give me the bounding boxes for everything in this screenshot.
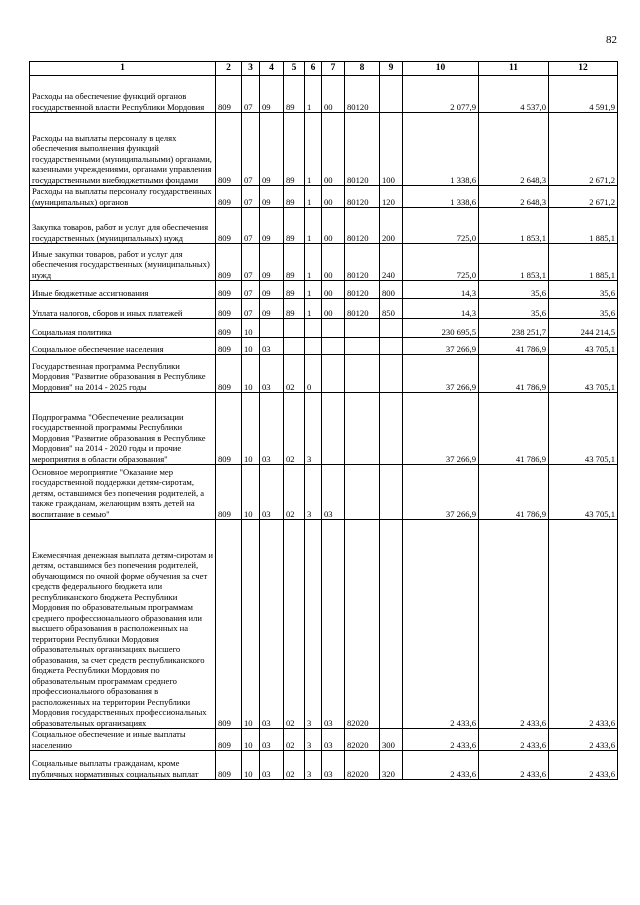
table-row [30,244,618,281]
activity-code: 00 [322,186,345,208]
row-name: Иные бюджетные ассигнования [30,281,216,299]
amount-year-2: 41 786,9 [479,465,549,520]
expense-type-code: 240 [380,244,403,281]
amount-year-1: 1 338,6 [403,186,479,208]
expense-type-code [380,76,403,113]
subsection-code: 09 [260,208,284,244]
section-code: 10 [242,751,260,780]
amount-year-1: 2 077,9 [403,76,479,113]
direction-code: 82020 [345,751,380,780]
expense-type-code: 200 [380,208,403,244]
table-row [30,319,618,338]
direction-code: 80120 [345,299,380,319]
table-row [30,393,618,465]
subprogram-code [305,338,322,355]
amount-year-2: 2 648,3 [479,113,549,186]
amount-year-2: 41 786,9 [479,355,549,393]
row-name: Социальное обеспечение и иные выплаты населению [30,729,216,751]
ministry-code: 809 [216,520,242,729]
direction-code: 82020 [345,729,380,751]
amount-year-1: 37 266,9 [403,338,479,355]
expense-type-code: 300 [380,729,403,751]
row-name: Расходы на выплаты персоналу в целях обеспечения выполнения функций государственными (муниципальными) органами, казенными учреждениями, органами управления государственными внебюджетными фондами [30,113,216,186]
table-row [30,751,618,780]
subprogram-code: 1 [305,208,322,244]
amount-year-3: 1 885,1 [549,208,618,244]
row-name: Подпрограмма "Обеспечение реализации государственной программы Республики Мордовия "Развитие образования в Республике Мордовия" на 2014 - 2020 годы и прочие мероприятия в области образования" [30,393,216,465]
subsection-code: 03 [260,729,284,751]
program-code: 89 [284,244,305,281]
amount-year-1: 2 433,6 [403,729,479,751]
activity-code: 00 [322,113,345,186]
direction-code [345,465,380,520]
header-cell: 2 [216,62,242,76]
table-row [30,76,618,113]
direction-code: 80120 [345,244,380,281]
ministry-code: 809 [216,208,242,244]
subprogram-code: 1 [305,244,322,281]
program-code: 89 [284,281,305,299]
subsection-code: 03 [260,465,284,520]
subsection-code: 09 [260,113,284,186]
page-number: 82 [606,34,617,46]
ministry-code: 809 [216,281,242,299]
section-code: 07 [242,186,260,208]
ministry-code: 809 [216,186,242,208]
amount-year-2: 1 853,1 [479,244,549,281]
activity-code: 00 [322,208,345,244]
section-code: 10 [242,520,260,729]
section-code: 07 [242,76,260,113]
amount-year-1: 37 266,9 [403,393,479,465]
ministry-code: 809 [216,319,242,338]
amount-year-2: 4 537,0 [479,76,549,113]
amount-year-2: 41 786,9 [479,338,549,355]
direction-code [345,393,380,465]
direction-code: 82020 [345,520,380,729]
subsection-code: 03 [260,520,284,729]
activity-code [322,355,345,393]
expense-type-code [380,319,403,338]
section-code: 07 [242,244,260,281]
amount-year-2: 238 251,7 [479,319,549,338]
section-code: 07 [242,299,260,319]
header-cell: 12 [549,62,618,76]
program-code: 89 [284,299,305,319]
subsection-code: 03 [260,338,284,355]
header-row [30,62,618,76]
amount-year-3: 2 671,2 [549,113,618,186]
section-code: 10 [242,319,260,338]
subsection-code: 03 [260,355,284,393]
amount-year-3: 2 433,6 [549,751,618,780]
budget-table [29,61,618,780]
section-code: 07 [242,113,260,186]
amount-year-3: 43 705,1 [549,465,618,520]
amount-year-2: 2 433,6 [479,751,549,780]
header-cell: 5 [284,62,305,76]
program-code: 89 [284,113,305,186]
activity-code: 03 [322,465,345,520]
subsection-code [260,319,284,338]
amount-year-3: 35,6 [549,299,618,319]
section-code: 10 [242,393,260,465]
expense-type-code [380,465,403,520]
subsection-code: 09 [260,299,284,319]
direction-code [345,355,380,393]
section-code: 07 [242,208,260,244]
section-code: 10 [242,465,260,520]
subprogram-code: 3 [305,393,322,465]
subprogram-code: 3 [305,465,322,520]
program-code: 89 [284,76,305,113]
section-code: 10 [242,338,260,355]
header-cell: 8 [345,62,380,76]
table-row [30,338,618,355]
amount-year-3: 2 433,6 [549,520,618,729]
subsection-code: 09 [260,281,284,299]
ministry-code: 809 [216,729,242,751]
amount-year-2: 2 433,6 [479,520,549,729]
header-cell: 1 [30,62,216,76]
amount-year-3: 43 705,1 [549,338,618,355]
expense-type-code [380,338,403,355]
expense-type-code [380,355,403,393]
table-row [30,355,618,393]
program-code: 89 [284,186,305,208]
subprogram-code: 1 [305,186,322,208]
section-code: 10 [242,729,260,751]
expense-type-code: 320 [380,751,403,780]
expense-type-code: 850 [380,299,403,319]
amount-year-2: 2 433,6 [479,729,549,751]
direction-code: 80120 [345,113,380,186]
table-row [30,729,618,751]
direction-code: 80120 [345,281,380,299]
subprogram-code: 3 [305,729,322,751]
program-code: 02 [284,355,305,393]
activity-code: 03 [322,729,345,751]
row-name: Социальная политика [30,319,216,338]
ministry-code: 809 [216,355,242,393]
amount-year-1: 725,0 [403,208,479,244]
activity-code [322,338,345,355]
header-cell: 6 [305,62,322,76]
table-row [30,520,618,729]
subprogram-code: 1 [305,76,322,113]
row-name: Расходы на обеспечение функций органов государственной власти Республики Мордовия [30,76,216,113]
section-code: 10 [242,355,260,393]
table-row [30,281,618,299]
subprogram-code: 1 [305,281,322,299]
subprogram-code: 1 [305,113,322,186]
ministry-code: 809 [216,393,242,465]
row-name: Иные закупки товаров, работ и услуг для обеспечения государственных (муниципальных) нужд [30,244,216,281]
header-cell: 3 [242,62,260,76]
program-code: 02 [284,465,305,520]
amount-year-3: 4 591,9 [549,76,618,113]
amount-year-3: 35,6 [549,281,618,299]
subprogram-code: 1 [305,299,322,319]
row-name: Уплата налогов, сборов и иных платежей [30,299,216,319]
row-name: Государственная программа Республики Мордовия "Развитие образования в Республике Мордовия" на 2014 - 2025 годы [30,355,216,393]
ministry-code: 809 [216,338,242,355]
direction-code: 80120 [345,186,380,208]
table-row [30,208,618,244]
program-code: 02 [284,393,305,465]
row-name: Основное мероприятие "Оказание мер государственной поддержки детям-сиротам, детям, оставшимся без попечения родителей, а также гражданам, желающим взять детей на воспитание в семью" [30,465,216,520]
subprogram-code: 0 [305,355,322,393]
activity-code: 00 [322,244,345,281]
subsection-code: 03 [260,393,284,465]
activity-code [322,319,345,338]
subprogram-code: 3 [305,751,322,780]
amount-year-2: 35,6 [479,299,549,319]
header-cell: 10 [403,62,479,76]
amount-year-1: 230 695,5 [403,319,479,338]
amount-year-3: 1 885,1 [549,244,618,281]
activity-code: 03 [322,751,345,780]
subsection-code: 09 [260,76,284,113]
expense-type-code [380,520,403,729]
row-name: Социальное обеспечение населения [30,338,216,355]
subsection-code: 09 [260,244,284,281]
amount-year-1: 37 266,9 [403,465,479,520]
amount-year-3: 43 705,1 [549,393,618,465]
program-code: 89 [284,208,305,244]
amount-year-1: 2 433,6 [403,520,479,729]
activity-code: 03 [322,520,345,729]
ministry-code: 809 [216,76,242,113]
header-cell: 11 [479,62,549,76]
expense-type-code: 100 [380,113,403,186]
activity-code: 00 [322,76,345,113]
amount-year-1: 725,0 [403,244,479,281]
row-name: Закупка товаров, работ и услуг для обеспечения государственных (муниципальных) нужд [30,208,216,244]
amount-year-3: 43 705,1 [549,355,618,393]
amount-year-1: 14,3 [403,281,479,299]
subsection-code: 03 [260,751,284,780]
amount-year-1: 14,3 [403,299,479,319]
amount-year-3: 2 671,2 [549,186,618,208]
header-cell: 4 [260,62,284,76]
amount-year-2: 41 786,9 [479,393,549,465]
activity-code: 00 [322,281,345,299]
direction-code: 80120 [345,208,380,244]
row-name: Расходы на выплаты персоналу государственных (муниципальных) органов [30,186,216,208]
table-row [30,299,618,319]
table-row [30,113,618,186]
direction-code [345,319,380,338]
direction-code [345,338,380,355]
expense-type-code: 120 [380,186,403,208]
amount-year-3: 244 214,5 [549,319,618,338]
program-code [284,338,305,355]
activity-code: 00 [322,299,345,319]
amount-year-1: 2 433,6 [403,751,479,780]
amount-year-1: 37 266,9 [403,355,479,393]
amount-year-2: 1 853,1 [479,208,549,244]
program-code: 02 [284,520,305,729]
subprogram-code: 3 [305,520,322,729]
ministry-code: 809 [216,244,242,281]
activity-code [322,393,345,465]
section-code: 07 [242,281,260,299]
program-code: 02 [284,729,305,751]
program-code [284,319,305,338]
amount-year-3: 2 433,6 [549,729,618,751]
subprogram-code [305,319,322,338]
expense-type-code: 800 [380,281,403,299]
amount-year-2: 35,6 [479,281,549,299]
ministry-code: 809 [216,299,242,319]
table-row [30,186,618,208]
expense-type-code [380,393,403,465]
header-cell: 9 [380,62,403,76]
ministry-code: 809 [216,465,242,520]
table-row [30,465,618,520]
direction-code: 80120 [345,76,380,113]
amount-year-1: 1 338,6 [403,113,479,186]
row-name: Ежемесячная денежная выплата детям-сиротам и детям, оставшимся без попечения родителей, обучающимся по очной форме обучения за счет средств федерального бюджета или республиканского бюджета Республики Мордовия по образовательным программам среднего профессионального образования или высшего образования в расположенных на территории Республики Мордовия образовательных организациях высшего образования, за счет средств республиканского бюджета Республики Мордовия по образовательным программам среднего профессионального образования в расположенных на территории Республики Мордовия государственных профессиональных образовательных организациях [30,520,216,729]
program-code: 02 [284,751,305,780]
header-cell: 7 [322,62,345,76]
row-name: Социальные выплаты гражданам, кроме публичных нормативных социальных выплат [30,751,216,780]
ministry-code: 809 [216,113,242,186]
amount-year-2: 2 648,3 [479,186,549,208]
subsection-code: 09 [260,186,284,208]
ministry-code: 809 [216,751,242,780]
